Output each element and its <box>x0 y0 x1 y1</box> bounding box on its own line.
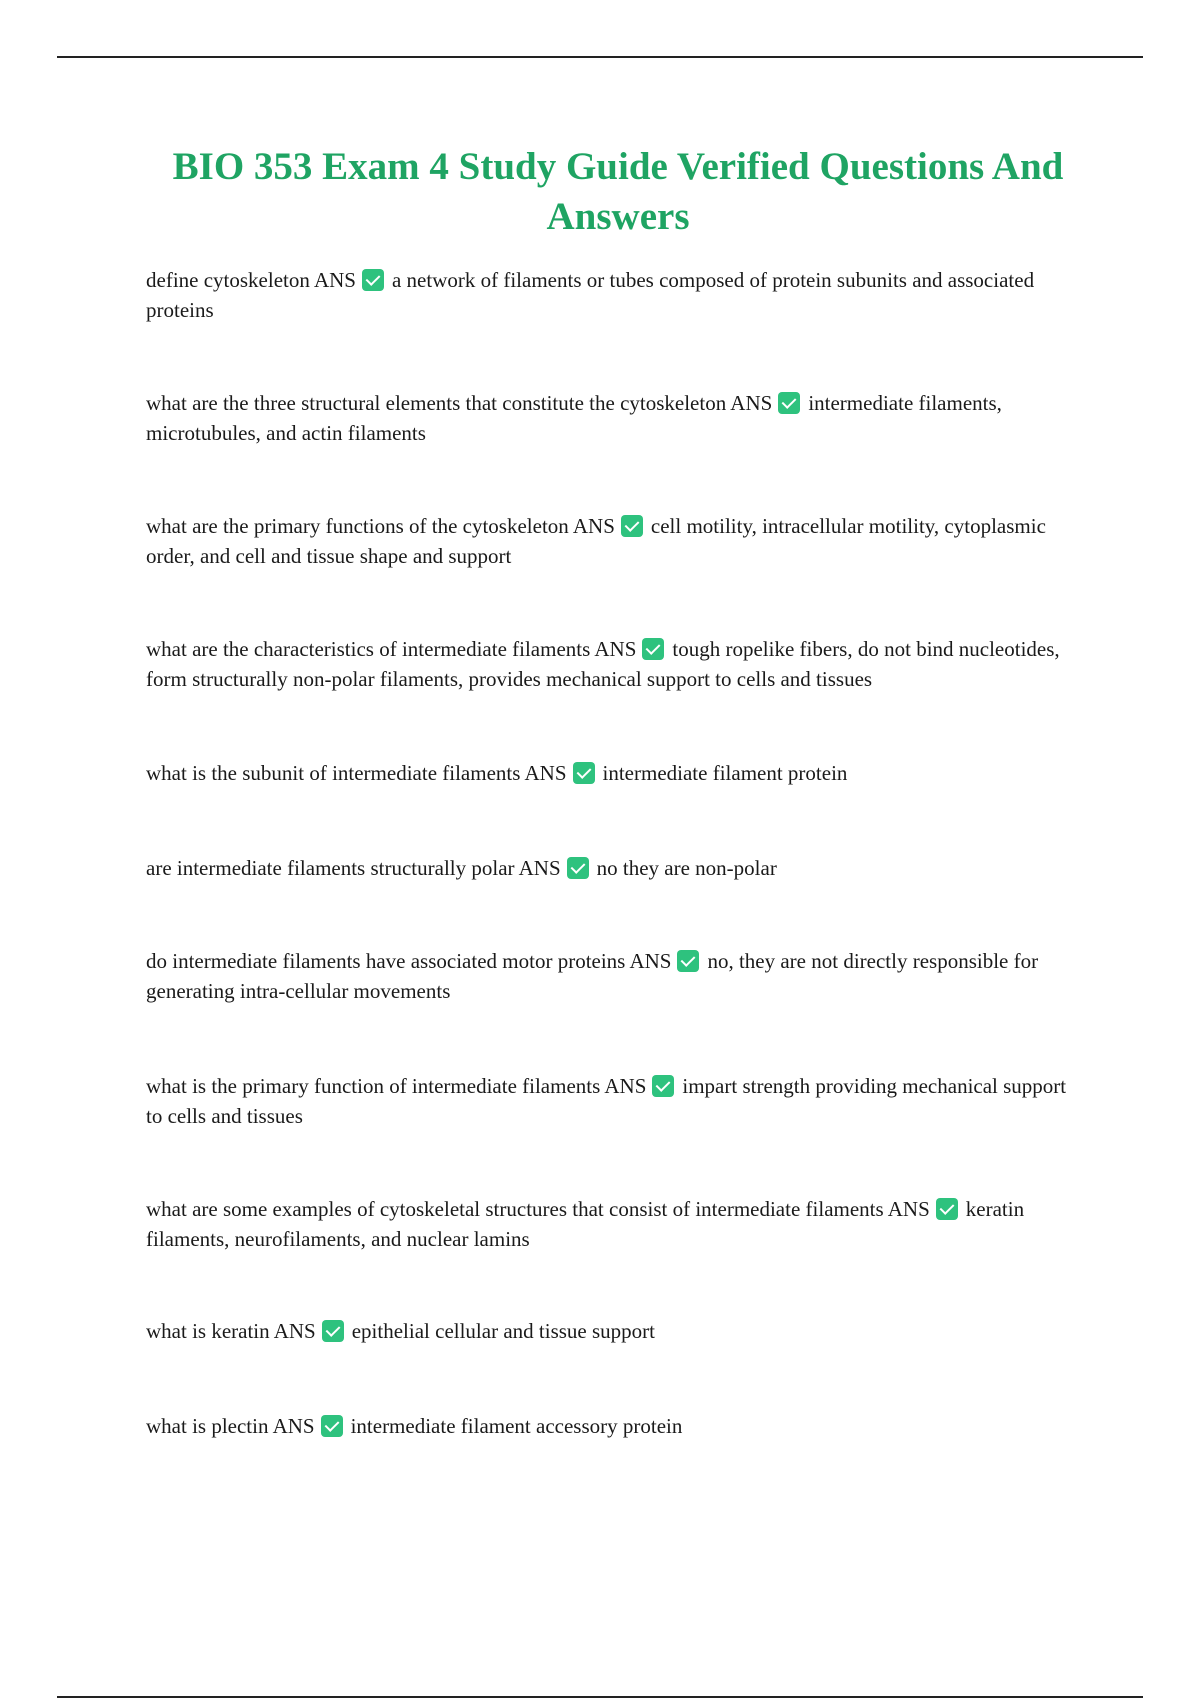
check-mark-icon <box>936 1198 958 1220</box>
question-text: what is keratin ANS <box>146 1319 316 1343</box>
qa-item <box>146 1071 1076 1194</box>
document-title: BIO 353 Exam 4 Study Guide Verified Questions And Answers <box>172 145 1064 238</box>
qa-item <box>146 1411 1076 1471</box>
check-mark-icon <box>642 638 664 660</box>
top-rule <box>57 56 1143 58</box>
question-text: what are some examples of cytoskeletal structures that consist of intermediate filaments ANS <box>146 1197 930 1221</box>
answer-text: impart strength providing mechanical support to cells and tissues <box>146 1074 1067 1128</box>
answer-text: intermediate filament accessory protein <box>350 1414 683 1438</box>
qa-item <box>146 265 1076 388</box>
question-text: are intermediate filaments structurally polar ANS <box>146 856 561 880</box>
answer-text: epithelial cellular and tissue support <box>351 1319 655 1343</box>
answer-text: tough ropelike fibers, do not bind nucleotides, form structurally non-polar filaments, provides mechanical support to cells and tissues <box>146 637 1060 691</box>
answer-text: no, they are not directly responsible for generating intra-cellular movements <box>146 949 1039 1003</box>
check-mark-icon <box>567 857 589 879</box>
question-text: what is the primary function of intermediate filaments ANS <box>146 1074 647 1098</box>
qa-item <box>146 1194 1076 1316</box>
check-mark-icon <box>573 762 595 784</box>
check-mark-icon <box>621 515 643 537</box>
qa-item <box>146 1316 1076 1411</box>
check-mark-icon <box>677 950 699 972</box>
answer-text: intermediate filament protein <box>602 761 848 785</box>
check-mark-icon <box>321 1415 343 1437</box>
qa-item <box>146 758 1076 853</box>
qa-item <box>146 634 1076 758</box>
answer-text: no they are non-polar <box>596 856 777 880</box>
answer-text: keratin filaments, neurofilaments, and nuclear lamins <box>146 1197 1025 1251</box>
check-mark-icon <box>652 1075 674 1097</box>
qa-item <box>146 388 1076 511</box>
qa-item <box>146 946 1076 1071</box>
answer-text: cell motility, intracellular motility, cytoplasmic order, and cell and tissue shape and support <box>146 514 1046 568</box>
qa-item <box>146 853 1076 946</box>
check-mark-icon <box>322 1320 344 1342</box>
check-mark-icon <box>778 392 800 414</box>
answer-text: intermediate filaments, microtubules, and actin filaments <box>146 391 1002 445</box>
question-text: what are the primary functions of the cytoskeleton ANS <box>146 514 615 538</box>
question-text: define cytoskeleton ANS <box>146 268 356 292</box>
check-mark-icon <box>362 269 384 291</box>
question-text: what are the three structural elements that constitute the cytoskeleton ANS <box>146 391 773 415</box>
answer-text: a network of filaments or tubes composed of protein subunits and associated proteins <box>146 268 1035 322</box>
question-text: what are the characteristics of intermediate filaments ANS <box>146 637 637 661</box>
qa-list <box>146 265 1076 1471</box>
question-text: what is the subunit of intermediate filaments ANS <box>146 761 567 785</box>
question-text: do intermediate filaments have associated motor proteins ANS <box>146 949 672 973</box>
qa-item <box>146 511 1076 634</box>
question-text: what is plectin ANS <box>146 1414 315 1438</box>
bottom-rule <box>57 1696 1143 1698</box>
